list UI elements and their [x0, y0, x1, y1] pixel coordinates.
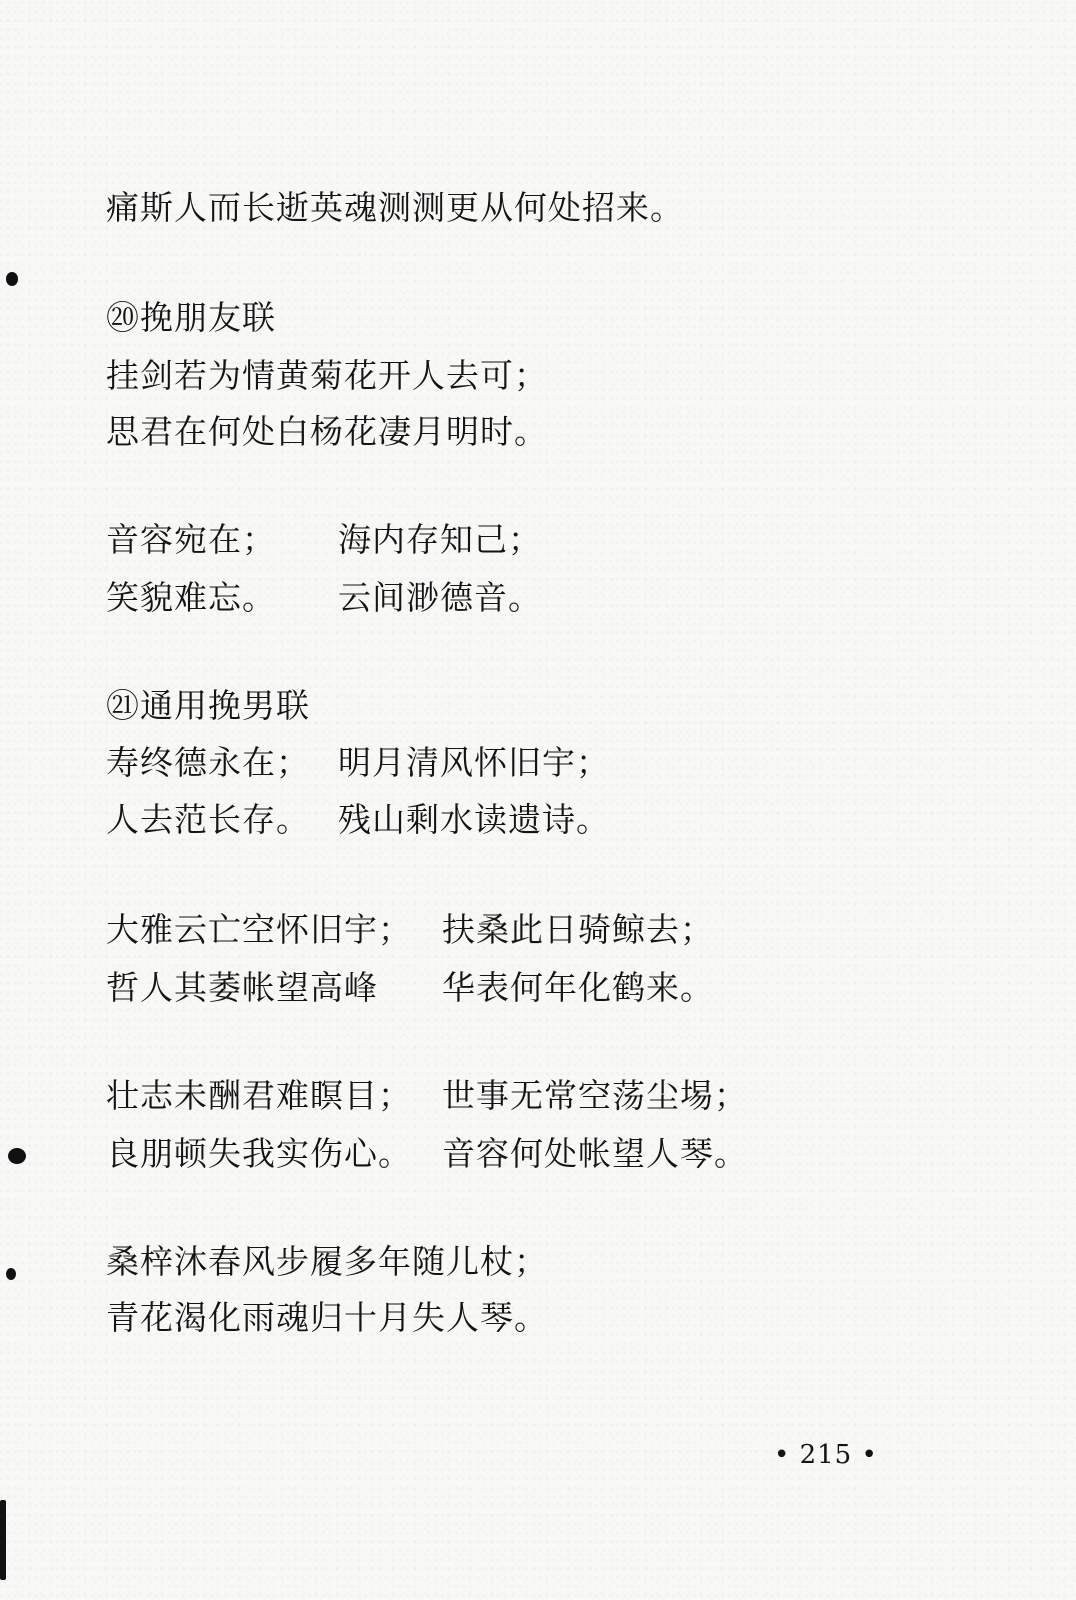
- couplet-left-line: 人去范长存。: [106, 800, 310, 839]
- scan-smudge: [8, 1148, 26, 1164]
- couplet-left-line: 音容宛在；: [106, 520, 276, 559]
- couplet-line: 痛斯人而长逝英魂测测更从何处招来。: [106, 188, 684, 227]
- couplet-line: 挂剑若为情黄菊花开人去可；: [106, 356, 548, 395]
- couplet-right-line: 扶桑此日骑鲸去；: [442, 910, 714, 949]
- couplet-right-line: 海内存知己；: [338, 520, 542, 559]
- scan-smudge: [6, 272, 18, 286]
- couplet-line: 思君在何处白杨花凄月明时。: [106, 412, 548, 451]
- couplet-right-line: 明月清风怀旧宇；: [338, 743, 610, 782]
- couplet-line: 青花渴化雨魂归十月失人琴。: [106, 1298, 548, 1337]
- section-heading: ㉑通用挽男联: [106, 686, 310, 725]
- scan-smudge: [6, 1268, 16, 1280]
- couplet-right-line: 残山剩水读遗诗。: [338, 800, 610, 839]
- couplet-right-line: 音容何处帐望人琴。: [442, 1134, 748, 1173]
- couplet-left-line: 大雅云亡空怀旧宇；: [106, 910, 412, 949]
- couplet-left-line: 壮志未酬君难瞑目；: [106, 1076, 412, 1115]
- page-number: • 215 •: [774, 1440, 878, 1470]
- scan-edge-mark: [0, 1500, 6, 1580]
- couplet-left-line: 寿终德永在；: [106, 743, 310, 782]
- couplet-left-line: 良朋顿失我实伤心。: [106, 1134, 412, 1173]
- couplet-left-line: 哲人其萎帐望高峰: [106, 968, 378, 1007]
- section-heading: ⑳挽朋友联: [106, 298, 276, 337]
- couplet-right-line: 云间渺德音。: [338, 578, 542, 617]
- couplet-line: 桑梓沐春风步履多年随儿杖；: [106, 1242, 548, 1281]
- couplet-right-line: 华表何年化鹤来。: [442, 968, 714, 1007]
- couplet-left-line: 笑貌难忘。: [106, 578, 276, 617]
- couplet-right-line: 世事无常空荡尘埸；: [442, 1076, 748, 1115]
